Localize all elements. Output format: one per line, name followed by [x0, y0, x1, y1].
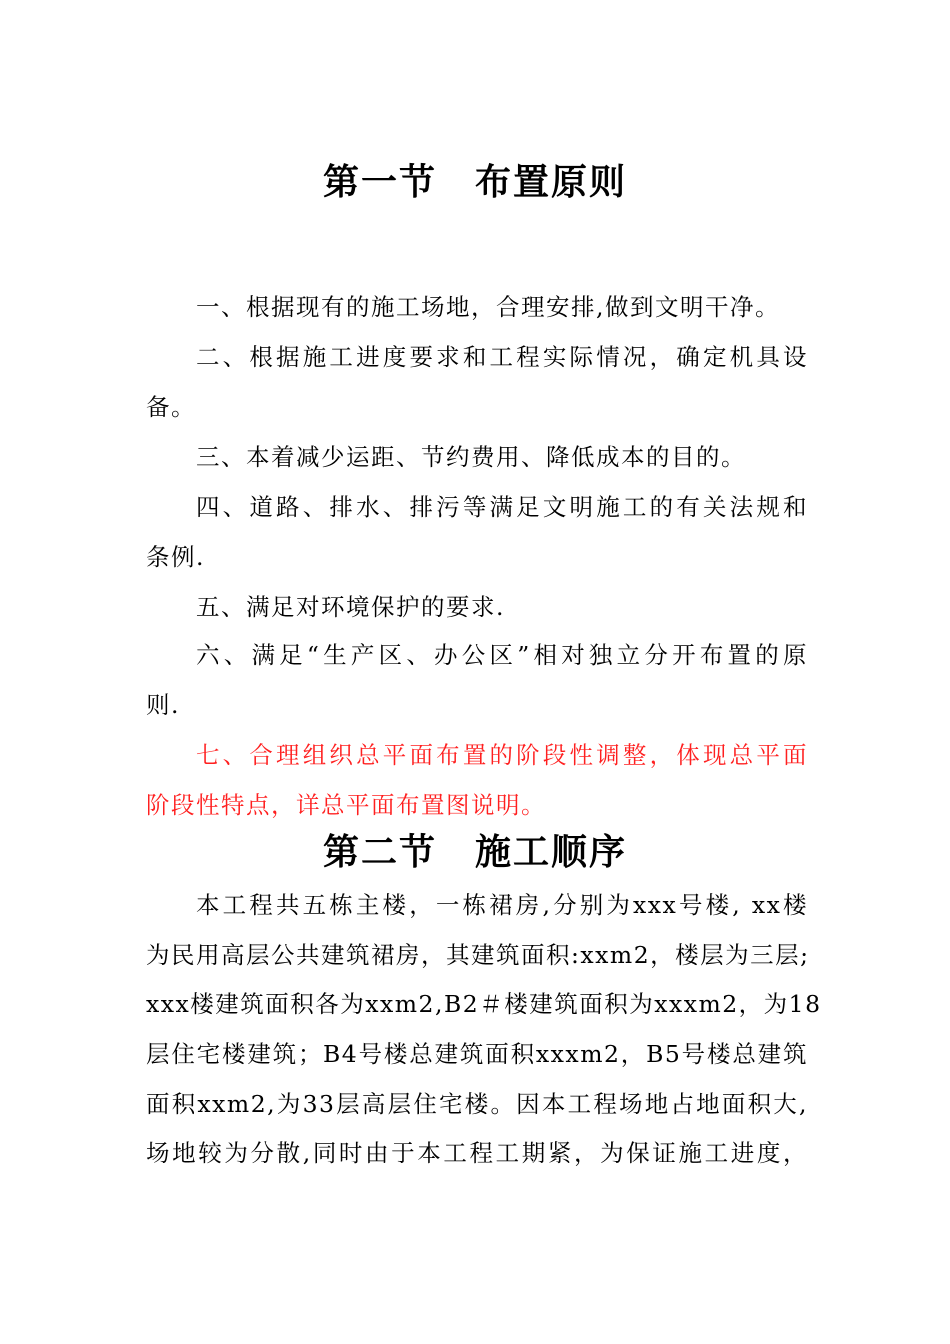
- sequence-line-5: 面积xxm2,为33层高层住宅楼。因本工程场地占地面积大,: [146, 1090, 808, 1118]
- principle-2-line-2: 备。: [146, 393, 196, 421]
- principle-1: 一、根据现有的施工场地，合理安排,做到文明干净。: [196, 293, 780, 321]
- principle-4-line-2: 条例.: [146, 543, 205, 571]
- principle-4-line-1: 四、道路、排水、排污等满足文明施工的有关法规和: [196, 493, 808, 521]
- principle-6-line-2: 则.: [146, 691, 180, 719]
- section-1-title: 第一节 布置原则: [322, 161, 627, 203]
- principle-7-line-1: 七、合理组织总平面布置的阶段性调整，体现总平面: [196, 741, 808, 769]
- principle-2-line-1: 二、根据施工进度要求和工程实际情况，确定机具设: [196, 343, 808, 371]
- sequence-line-1: 本工程共五栋主楼，一栋裙房,分别为xxx号楼, xx楼: [196, 891, 808, 919]
- sequence-line-3: xxx楼建筑面积各为xxm2,B2＃楼建筑面积为xxxm2，为18: [146, 990, 822, 1018]
- section-2-title: 第二节 施工顺序: [322, 831, 627, 873]
- principle-3: 三、本着减少运距、节约费用、降低成本的目的。: [196, 443, 746, 471]
- sequence-line-2: 为民用高层公共建筑裙房，其建筑面积:xxm2，楼层为三层;: [146, 941, 810, 969]
- principle-6-line-1: 六、满足“生产区、办公区”相对独立分开布置的原: [196, 641, 808, 669]
- sequence-line-4: 层住宅楼建筑；B4号楼总建筑面积xxxm2，B5号楼总建筑: [146, 1040, 808, 1068]
- sequence-line-6: 场地较为分散,同时由于本工程工期紧，为保证施工进度，: [146, 1139, 808, 1167]
- principle-7-line-2: 阶段性特点，详总平面布置图说明。: [146, 791, 546, 819]
- principle-5: 五、满足对环境保护的要求.: [196, 593, 505, 621]
